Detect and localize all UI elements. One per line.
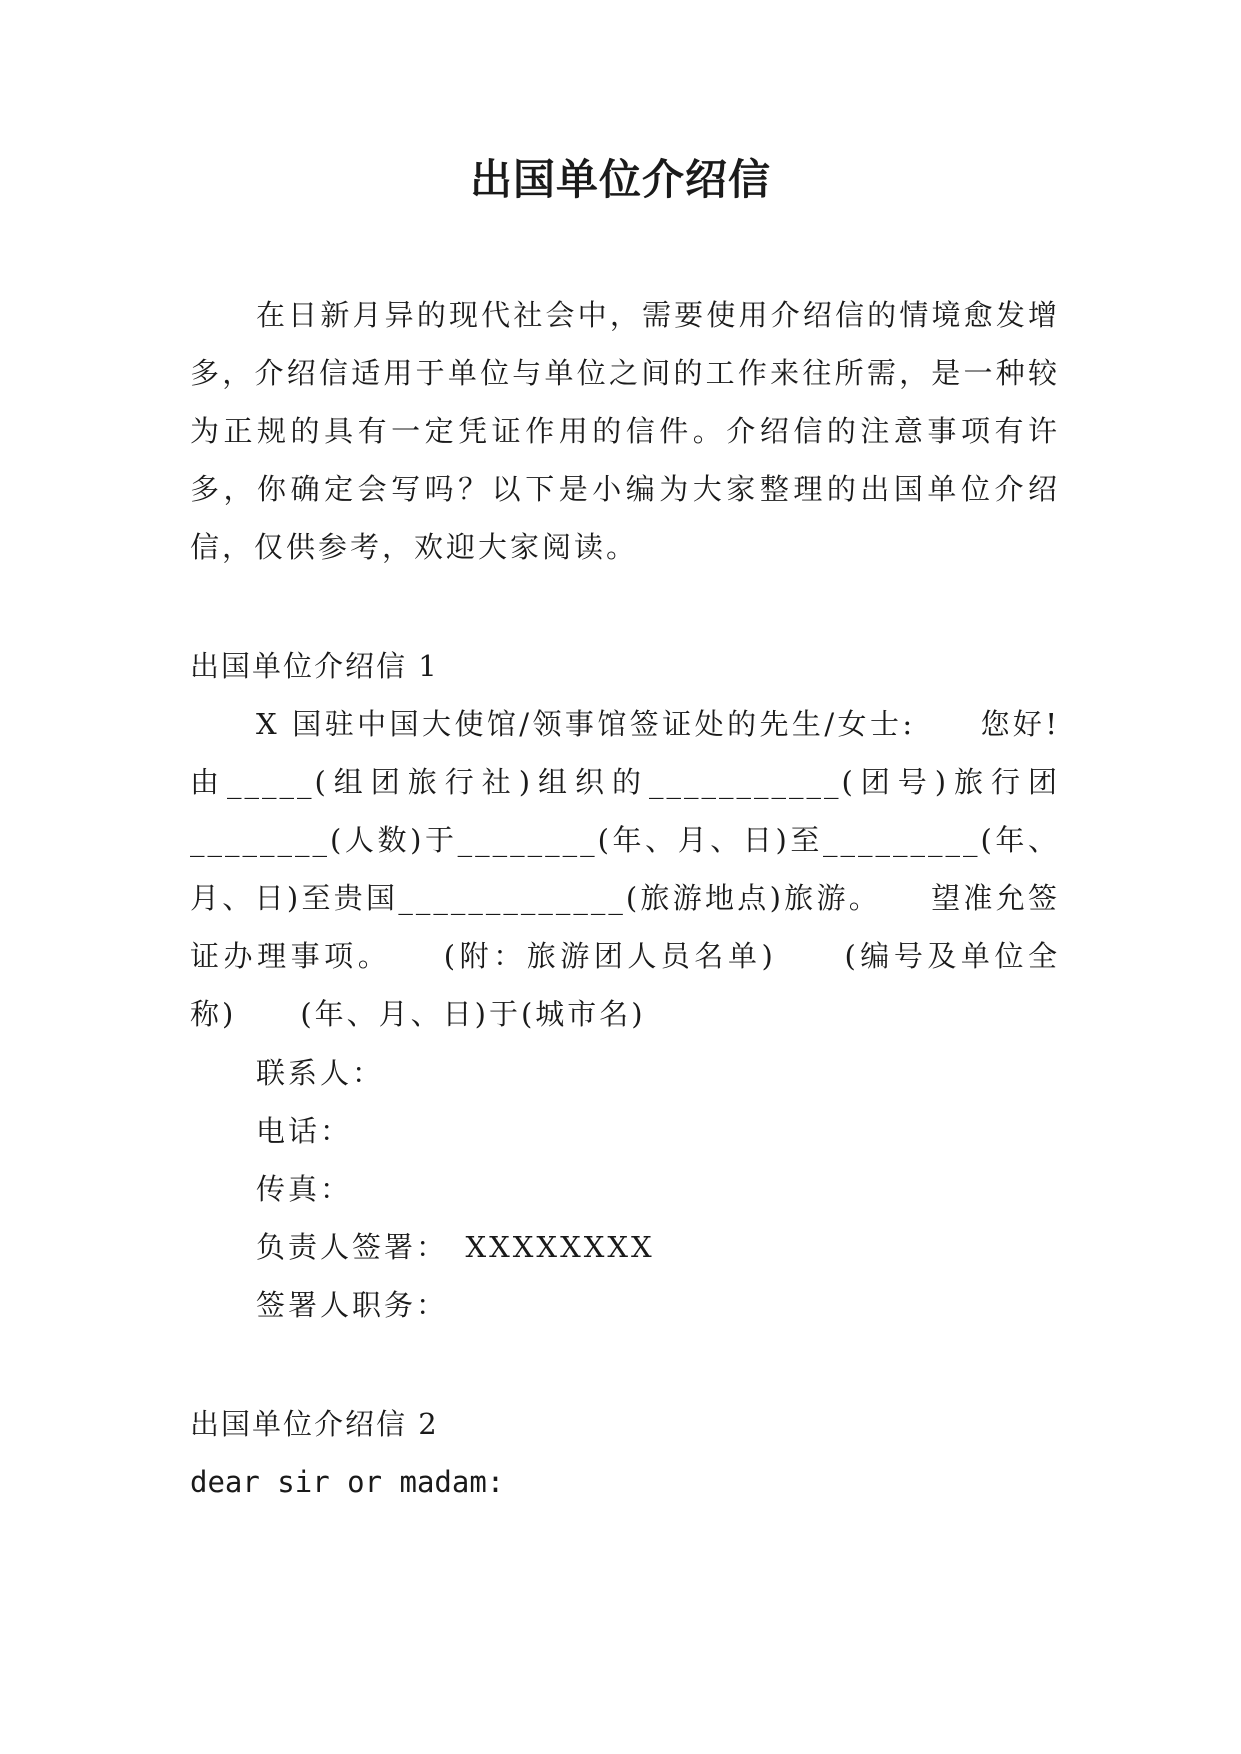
contact-person-field: 联系人： <box>256 1056 385 1090</box>
section-heading-2: 出国单位介绍信 2 <box>190 1407 439 1441</box>
letter-body-1: X 国驻中国大使馆/领事馆签证处的先生/女士: 您好! 由_____(组团旅行社)组织的___________(团号)旅行团________(人数)于________(年、月、日)至_________(年、月、日)至贵国_____________(旅游地点)旅游。 望准允签证办理事项。 (附：旅游团人员名单) (编号及单位全称) (年、月、日)于(城市名) <box>190 707 1060 1031</box>
intro-paragraph: 在日新月异的现代社会中，需要使用介绍信的情境愈发增多，介绍信适用于单位与单位之间的工作来往所需，是一种较为正规的具有一定凭证作用的信件。介绍信的注意事项有许多，你确定会写吗？以下是小编为大家整理的出国单位介绍信，仅供参考，欢迎大家阅读。 <box>190 298 1060 564</box>
document-title: 出国单位介绍信 <box>469 155 771 204</box>
fax-field: 传真： <box>256 1172 353 1206</box>
signatory-field: 负责人签署： XXXXXXXX <box>256 1230 655 1264</box>
contact-field-list <box>256 1044 655 1334</box>
section-heading-1: 出国单位介绍信 1 <box>190 649 439 683</box>
signatory-title-field: 签署人职务： <box>256 1288 449 1322</box>
phone-field: 电话： <box>256 1114 353 1148</box>
salutation-line: dear sir or madam: <box>190 1465 505 1499</box>
